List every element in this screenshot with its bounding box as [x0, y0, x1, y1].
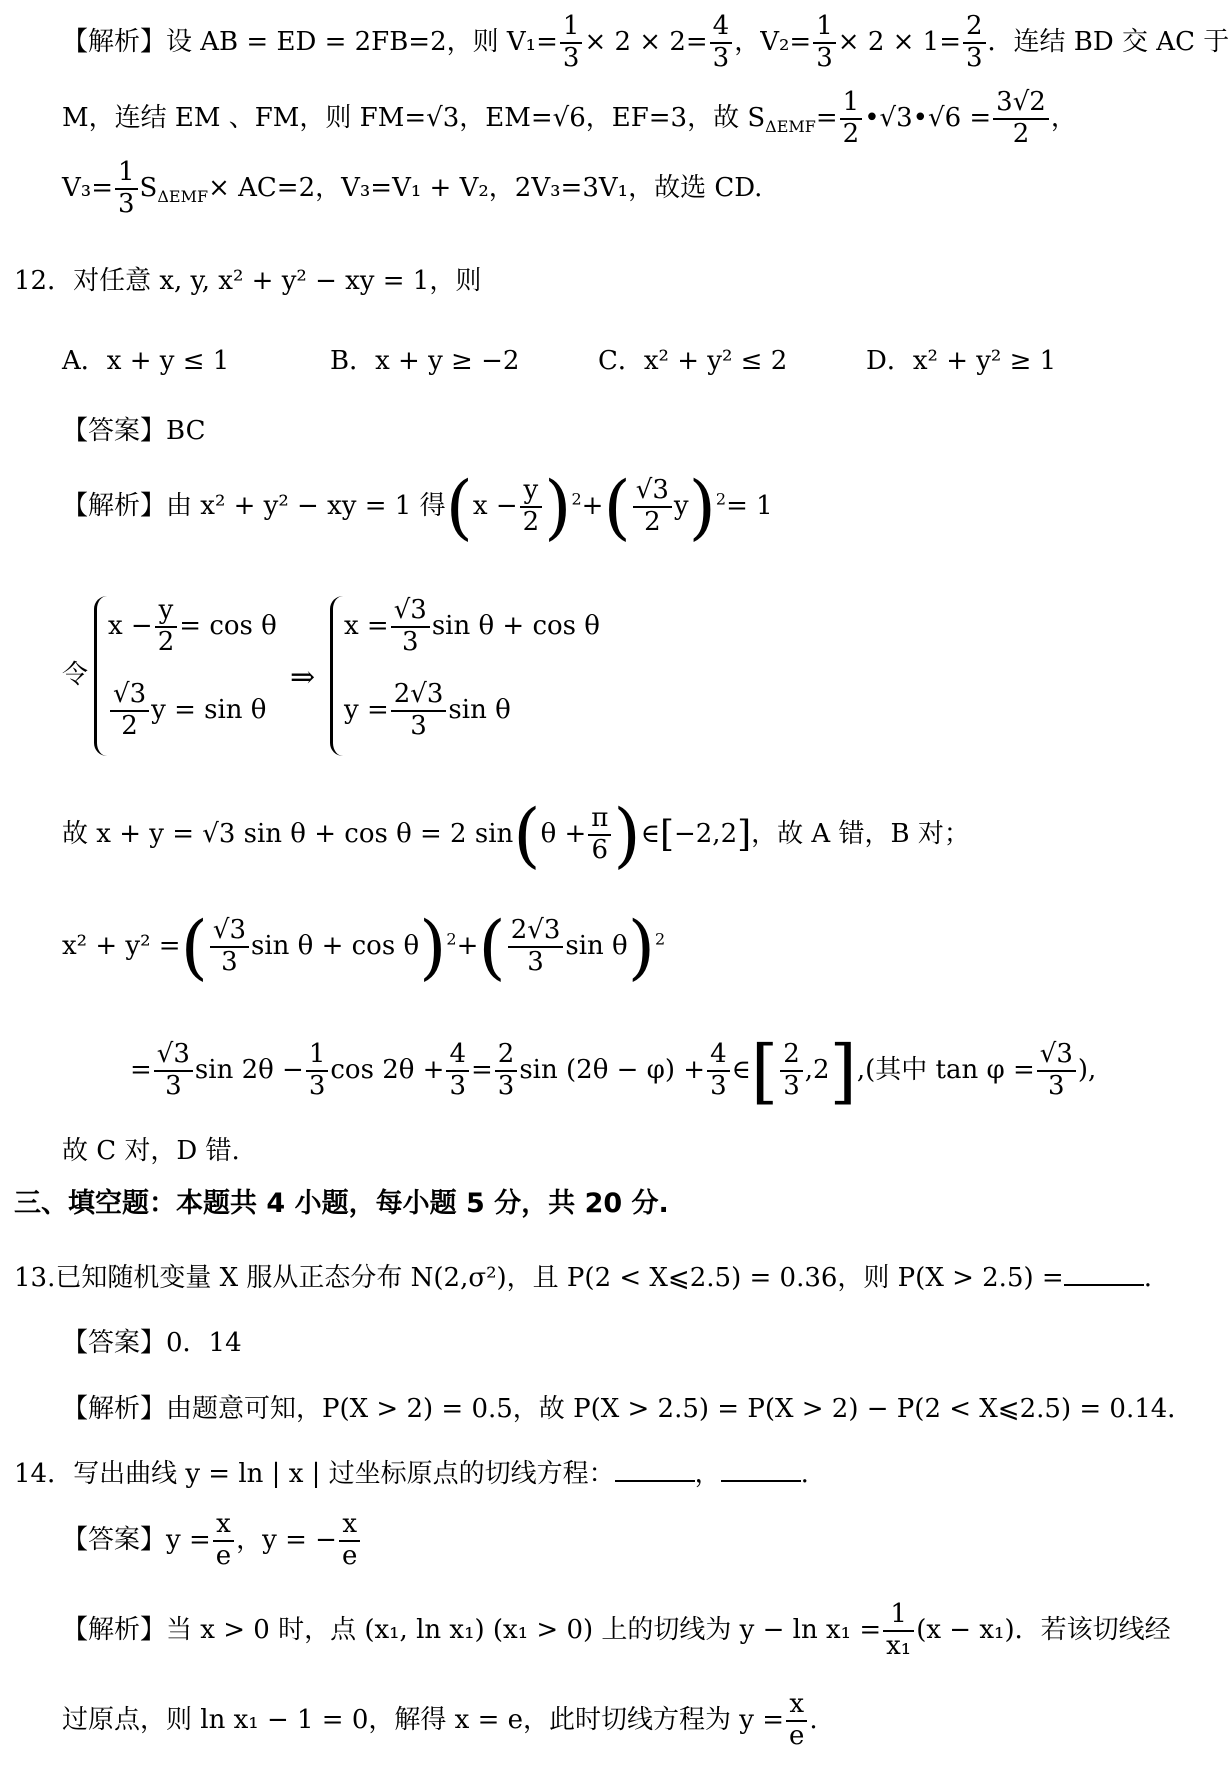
solution-text: x − — [472, 491, 518, 521]
subscript: ΔEMF — [157, 187, 209, 207]
right-brace — [330, 596, 343, 756]
fraction: $\frac{√3}{2}$ — [110, 680, 149, 742]
p11-solution-line-2 — [62, 88, 1077, 150]
solution-text: •√3•√6 = — [864, 102, 992, 133]
fraction: $\frac{1}{3}$ — [813, 12, 836, 74]
q12-option-c: C．x² + y² ≤ 2 — [598, 346, 788, 376]
fraction: $\frac{4}{3}$ — [446, 1040, 469, 1102]
fraction: $\frac{1}{\text{x₁}}$ — [883, 1600, 914, 1662]
q12-stem: 12．对任意 x, y, x² + y² − xy = 1，则 — [14, 266, 482, 296]
answer-blank[interactable] — [1064, 1258, 1144, 1286]
q13-stem: 13.已知随机变量 X 服从正态分布 N(2,σ²)，且 P(2 < X⩽2.5) = 0.36，则 P(X > 2.5) = . — [14, 1258, 1152, 1294]
system-2-eq-a: x = $\frac{√3}{3}$ sin θ + cos θ — [344, 595, 600, 657]
fraction: $\frac{1}{3}$ — [560, 12, 583, 74]
fraction: $\frac{4}{3}$ — [707, 1040, 730, 1102]
fraction: $\frac{2√3}{3}$ — [391, 680, 447, 742]
fraction: $\frac{√3}{3}$ — [391, 596, 430, 658]
fraction: $\frac{x}{e}$ — [213, 1510, 234, 1572]
solution-text: × 2 × 2= — [584, 26, 708, 57]
p11-solution-line-1 — [62, 12, 1229, 74]
q12-answer: 【答案】BC — [62, 416, 206, 446]
q14-solution-line-1: 【解析】当 x > 0 时，点 (x₁, ln x₁) (x₁ > 0) 上的切线为 y − ln x₁ = $\frac{1}{\text{x₁}}$ (x − x₁)．若该切线经 — [62, 1599, 1171, 1661]
solution-text: = — [815, 102, 838, 133]
fraction: $\frac{\pi}{6}$ — [588, 804, 611, 866]
fraction: $\frac{x}{e}$ — [786, 1690, 807, 1752]
solution-label: 【解析】 — [62, 491, 167, 521]
fraction: $\frac{x}{e}$ — [339, 1510, 360, 1572]
fraction: $\frac{y}{2}$ — [520, 476, 543, 538]
fraction: $\frac{3√2}{2}$ — [993, 88, 1049, 150]
fraction: $\frac{√3}{3}$ — [1037, 1040, 1076, 1102]
q13-answer: 【答案】0．14 — [62, 1328, 242, 1358]
p11-solution-line-3 — [62, 158, 762, 220]
q12-equals-line: = $\frac{√3}{3}$ sin 2θ − $\frac{1}{3}$ cos 2θ + $\frac{4}{3}$ = $\frac{2}{3}$ sin (2θ − φ) + $\frac{4}{3}$ ∈[ $\frac{2}{3}$ ,2],(其中 tan φ = $\frac{√3}{3}$ ), — [130, 1030, 1097, 1112]
solution-text: × 2 × 1= — [837, 26, 961, 57]
subscript: ΔEMF — [765, 117, 816, 137]
solution-text: ．连结 BD 交 AC 于 — [987, 26, 1229, 57]
answer-blank-1[interactable] — [615, 1454, 695, 1482]
let-label: 令 — [62, 660, 89, 690]
system-1-eq-b: $\frac{√3}{2}$ y = sin θ — [108, 680, 266, 742]
q12-sum-line: 故 x + y = √3 sin θ + cos θ = 2 sin(θ + $\frac{\pi}{6}$ )∈[−2,2]，故 A 错，B 对； — [62, 794, 970, 876]
solution-text: × AC=2，V₃=V₁ + V₂，2V₃=3V₁，故选 CD. — [208, 172, 763, 203]
left-brace — [94, 596, 107, 756]
system-1-eq-a: x − $\frac{y}{2}$ = cos θ — [108, 595, 277, 657]
fraction: $\frac{1}{3}$ — [306, 1040, 329, 1102]
solution-text: + — [581, 491, 604, 521]
solution-text: ， — [1050, 102, 1077, 133]
fraction: $\frac{1}{2}$ — [840, 88, 863, 150]
fraction: $\frac{4}{3}$ — [710, 12, 733, 74]
solution-text: M，连结 EM 、FM，则 FM=√3，EM=√6，EF=3，故 S — [62, 102, 766, 133]
solution-label: 【解析】 — [62, 26, 167, 57]
solution-text: 由 x² + y² − xy = 1 得 — [166, 491, 446, 521]
q13-solution: 【解析】由题意可知，P(X > 2) = 0.5，故 P(X > 2.5) = P(X > 2) − P(2 < X⩽2.5) = 0.14． — [62, 1394, 1194, 1424]
fraction: $\frac{2}{3}$ — [963, 12, 986, 74]
solution-text: ，V₂= — [734, 26, 812, 57]
system-2-eq-b: y = $\frac{2√3}{3}$ sin θ — [344, 679, 511, 741]
q12-option-d: D．x² + y² ≥ 1 — [866, 346, 1057, 376]
fraction: $\frac{y}{2}$ — [155, 596, 178, 658]
q14-stem: 14．写出曲线 y = ln | x | 过坐标原点的切线方程： ， . — [14, 1454, 809, 1490]
q12-option-b: B．x + y ≥ −2 — [330, 346, 520, 376]
q12-option-a: A．x + y ≤ 1 — [62, 346, 230, 376]
q12-conclusion: 故 C 对，D 错. — [62, 1136, 240, 1166]
q12-solution-line-1: 【解析】由 x² + y² − xy = 1 得(x − $\frac{y}{2}$ )$^2$+( $\frac{√3}{2}$ y)$^2$= 1 — [62, 466, 773, 548]
solution-text: = 1 — [726, 491, 773, 521]
solution-text: y — [673, 491, 689, 521]
q14-answer: 【答案】y = $\frac{x}{e}$ ，y = − $\frac{x}{e}$ — [62, 1510, 362, 1572]
fraction: $\frac{2}{3}$ — [495, 1040, 518, 1102]
solution-text: V₃= — [62, 172, 113, 203]
fraction: $\frac{1}{3}$ — [115, 158, 138, 220]
implies-arrow: ⇒ — [290, 660, 316, 695]
q12-square-line: x² + y² =( $\frac{√3}{3}$ sin θ + cos θ)$^2$+( $\frac{2√3}{3}$ sin θ)$^2$ — [62, 906, 666, 988]
fraction: $\frac{√3}{2}$ — [633, 476, 672, 538]
fraction: $\frac{2√3}{3}$ — [508, 916, 564, 978]
answer-blank-2[interactable] — [721, 1454, 801, 1482]
fraction: $\frac{2}{3}$ — [780, 1040, 803, 1102]
q14-solution-line-2: 过原点，则 ln x₁ − 1 = 0，解得 x = e，此时切线方程为 y = $\frac{x}{e}$ . — [62, 1689, 818, 1751]
section-heading: 三、填空题：本题共 4 小题，每小题 5 分，共 20 分. — [14, 1188, 669, 1219]
fraction: $\frac{√3}{3}$ — [210, 916, 249, 978]
solution-text: 设 AB = ED = 2FB=2，则 V₁= — [166, 26, 558, 57]
solution-text: S — [139, 172, 158, 203]
fraction: $\frac{√3}{3}$ — [154, 1040, 193, 1102]
